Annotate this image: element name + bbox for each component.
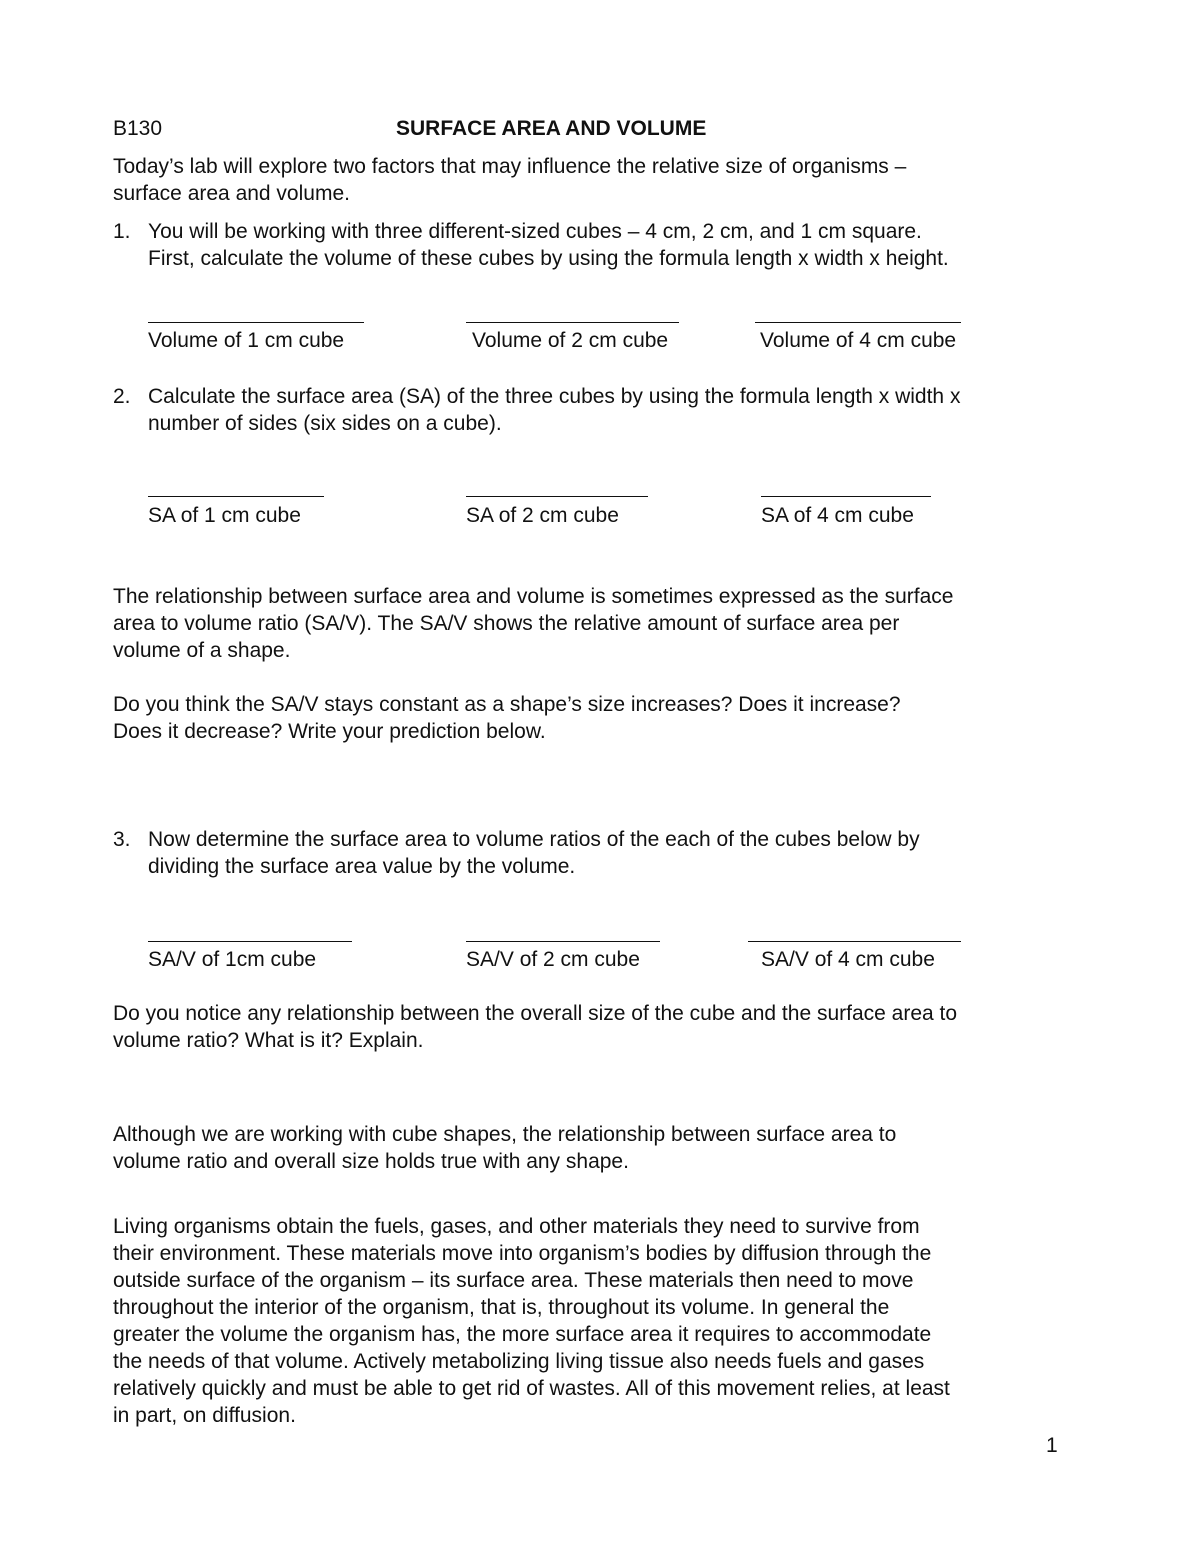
intro-line-1: Today’s lab will explore two factors that may influence the relative size of organisms – — [113, 155, 907, 178]
q3-line-2: dividing the surface area value by the volume. — [148, 855, 576, 878]
label-sav-1cm: SA/V of 1cm cube — [148, 948, 317, 971]
q2-line-2: number of sides (six sides on a cube). — [148, 412, 502, 435]
answer-line-volume-1cm[interactable] — [148, 322, 364, 323]
notice-line-2: volume ratio? What is it? Explain. — [113, 1029, 424, 1052]
label-sav-2cm: SA/V of 2 cm cube — [466, 948, 640, 971]
living-line-8: in part, on diffusion. — [113, 1404, 296, 1427]
answer-line-sa-4cm[interactable] — [761, 496, 931, 497]
q3-number: 3. — [113, 828, 131, 851]
answer-line-sa-2cm[interactable] — [466, 496, 648, 497]
page-title: SURFACE AREA AND VOLUME — [396, 117, 707, 140]
living-line-3: outside surface of the organism – its surface area. These materials then need to move — [113, 1269, 914, 1292]
prediction-line-1: Do you think the SA/V stays constant as a shape’s size increases? Does it increase? — [113, 693, 901, 716]
answer-line-sav-1cm[interactable] — [148, 941, 352, 942]
answer-line-sav-2cm[interactable] — [466, 941, 660, 942]
notice-line-1: Do you notice any relationship between the overall size of the cube and the surface area to — [113, 1002, 958, 1025]
q1-line-2: First, calculate the volume of these cubes by using the formula length x width x height. — [148, 247, 949, 270]
answer-line-volume-2cm[interactable] — [466, 322, 679, 323]
living-line-4: throughout the interior of the organism, that is, throughout its volume. In general the — [113, 1296, 890, 1319]
label-sa-4cm: SA of 4 cm cube — [761, 504, 914, 527]
intro-line-2: surface area and volume. — [113, 182, 350, 205]
living-line-1: Living organisms obtain the fuels, gases, and other materials they need to survive from — [113, 1215, 920, 1238]
living-line-6: the needs of that volume. Actively metabolizing living tissue also needs fuels and gases — [113, 1350, 925, 1373]
although-line-2: volume ratio and overall size holds true with any shape. — [113, 1150, 629, 1173]
although-line-1: Although we are working with cube shapes, the relationship between surface area to — [113, 1123, 897, 1146]
label-volume-2cm: Volume of 2 cm cube — [472, 329, 669, 352]
q2-line-1: Calculate the surface area (SA) of the three cubes by using the formula length x width x — [148, 385, 961, 408]
label-volume-4cm: Volume of 4 cm cube — [760, 329, 957, 352]
label-sa-2cm: SA of 2 cm cube — [466, 504, 619, 527]
q3-line-1: Now determine the surface area to volume ratios of the each of the cubes below by — [148, 828, 920, 851]
q1-number: 1. — [113, 220, 131, 243]
relationship-line-3: volume of a shape. — [113, 639, 291, 662]
label-sa-1cm: SA of 1 cm cube — [148, 504, 301, 527]
q1-line-1: You will be working with three different-sized cubes – 4 cm, 2 cm, and 1 cm square. — [148, 220, 922, 243]
answer-line-volume-4cm[interactable] — [755, 322, 961, 323]
living-line-2: their environment. These materials move into organism’s bodies by diffusion through the — [113, 1242, 932, 1265]
relationship-line-2: area to volume ratio (SA/V). The SA/V shows the relative amount of surface area per — [113, 612, 900, 635]
prediction-line-2: Does it decrease? Write your prediction below. — [113, 720, 546, 743]
living-line-7: relatively quickly and must be able to get rid of wastes. All of this movement relies, at least — [113, 1377, 950, 1400]
course-code: B130 — [113, 117, 163, 140]
label-sav-4cm: SA/V of 4 cm cube — [761, 948, 935, 971]
living-line-5: greater the volume the organism has, the more surface area it requires to accommodate — [113, 1323, 932, 1346]
q2-number: 2. — [113, 385, 131, 408]
answer-line-sa-1cm[interactable] — [148, 496, 324, 497]
relationship-line-1: The relationship between surface area and volume is sometimes expressed as the surface — [113, 585, 954, 608]
label-volume-1cm: Volume of 1 cm cube — [148, 329, 345, 352]
answer-line-sav-4cm[interactable] — [748, 941, 961, 942]
page-number: 1 — [1046, 1434, 1058, 1457]
